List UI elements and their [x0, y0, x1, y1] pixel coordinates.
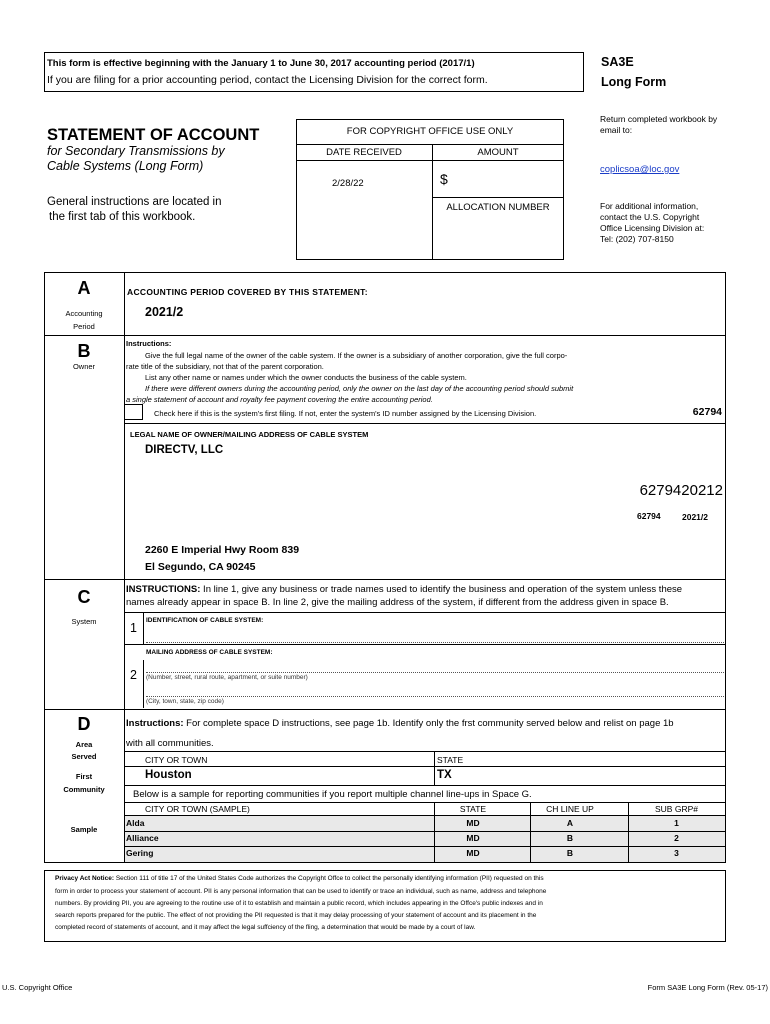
- section-b-label: Owner: [72, 362, 96, 371]
- section-a-label-1: Accounting: [65, 309, 103, 318]
- accounting-period-heading: ACCOUNTING PERIOD COVERED BY THIS STATEMENT:: [127, 287, 368, 297]
- form-type: Long Form: [601, 75, 667, 89]
- section-c-instr-text: In line 1, give any business or trade names used to identify the business and operation of the system unless these: [200, 584, 683, 595]
- section-a-letter: A: [77, 278, 91, 298]
- owner-period-short: 2021/2: [682, 512, 708, 522]
- privacy-line-3: numbers. By providing PII, you are agreeing to the routine use of it to establish and maintain a public record, which includes appearing in the Offce's public indexes and in: [55, 900, 543, 907]
- section-c-letter: C: [77, 587, 91, 607]
- privacy-line-4: search reports prepared for the public. The effect of not providing the PII requested is that it may delay processing of your statement of account and its placement in the: [55, 912, 537, 919]
- section-b-instructions-title: Instructions:: [126, 339, 172, 348]
- privacy-line-5: completed record of statements of account, and it may affect the legal suffciency of the fling, a determination that would be made by a court of law.: [55, 924, 476, 931]
- section-d-first-label-1: First: [75, 772, 93, 781]
- section-d-instr-text: For complete space D instructions, see page 1b. Identify only the frst community served below and relist on page 1b: [183, 718, 674, 729]
- prior-period-line: If you are filing for a prior accounting period, contact the Licensing Division for the correct form.: [47, 74, 488, 86]
- title-sub-2: Cable Systems (Long Form): [47, 159, 204, 173]
- sample-lineup: B: [566, 848, 574, 858]
- allocation-number-label: ALLOCATION NUMBER: [446, 202, 550, 213]
- first-community-city[interactable]: Houston: [145, 769, 192, 781]
- amount-symbol: $: [440, 171, 448, 187]
- street-hint: (Number, street, rural route, apartment, or suite number): [146, 674, 308, 681]
- amount-label: AMOUNT: [477, 147, 519, 158]
- form-code: SA3E: [601, 55, 634, 69]
- state-label: STATE: [437, 755, 464, 765]
- sample-note: Below is a sample for reporting communities if you report multiple channel line-ups in Space G.: [133, 789, 532, 800]
- section-c-line-1-number: 1: [130, 621, 137, 635]
- sample-subgrp: 2: [674, 833, 679, 843]
- owner-id-short: 62794: [637, 511, 661, 521]
- section-b-letter: B: [77, 341, 91, 361]
- section-c-line-2-number: 2: [130, 668, 137, 682]
- info-line-3: Office Licensing Division at:: [600, 223, 705, 233]
- effective-line: This form is effective beginning with the January 1 to June 30, 2017 accounting period (2017/1): [47, 58, 475, 69]
- owner-address-2: El Segundo, CA 90245: [145, 561, 256, 573]
- title-sub-1: for Secondary Transmissions by: [47, 144, 225, 158]
- sample-city: Gering: [126, 848, 154, 858]
- sample-header-city: CITY OR TOWN (SAMPLE): [145, 804, 250, 814]
- sample-header-state: STATE: [459, 804, 487, 814]
- section-b-instr-4: If there were different owners during the accounting period, only the owner on the last day of the accounting period should submit: [145, 384, 574, 393]
- sample-state: MD: [466, 833, 480, 843]
- section-a-label-2: Period: [73, 322, 95, 331]
- footer-form-rev: Form SA3E Long Form (Rev. 05-17): [647, 983, 768, 992]
- owner-name: DIRECTV, LLC: [145, 444, 224, 456]
- privacy-text-1: Section 111 of title 17 of the United States Code authorizes the Copyright Offce to collect the personally identifying information (PII) requested on this: [114, 875, 544, 882]
- section-b-instr-5: a single statement of account and royalty fee payment covering the entire accounting period.: [126, 395, 433, 404]
- info-line-2: contact the U.S. Copyright: [600, 212, 700, 222]
- sample-city: Alliance: [126, 833, 159, 843]
- section-b-instr-2: rate title of the subsidiary, not that of the parent corporation.: [126, 362, 324, 371]
- footer-office: U.S. Copyright Office: [2, 983, 73, 992]
- sample-state: MD: [466, 818, 480, 828]
- section-c-instr-2: names already appear in space B. In line 2, give the mailing address of the system, if different from the address given in space B.: [126, 597, 669, 608]
- first-filing-checkbox[interactable]: [124, 404, 143, 420]
- owner-address-1: 2260 E Imperial Hwy Room 839: [145, 544, 300, 556]
- section-d-instr-1: [126, 718, 674, 729]
- first-filing-text: Check here if this is the system's first filing. If not, enter the system's ID number assigned by the Licensing Division.: [154, 409, 537, 418]
- city-field[interactable]: [146, 696, 724, 697]
- identification-label: IDENTIFICATION OF CABLE SYSTEM:: [146, 617, 264, 624]
- city-hint: (City, town, state, zip code): [146, 698, 224, 705]
- privacy-line-1: [55, 875, 544, 882]
- section-d-instr-2: with all communities.: [126, 738, 214, 749]
- section-d-area-label-1: Area: [75, 740, 93, 749]
- section-d-area-label-2: Served: [71, 752, 97, 761]
- owner-long-id: 6279420212: [639, 482, 723, 499]
- section-b-instr-1: Give the full legal name of the owner of the cable system. If the owner is a subsidiary of another corporation, give the full corpo-: [145, 351, 568, 360]
- sample-lineup: B: [566, 833, 574, 843]
- return-line-1: Return completed workbook by: [600, 114, 718, 124]
- first-community-state[interactable]: TX: [437, 769, 452, 781]
- street-field[interactable]: [146, 672, 724, 673]
- accounting-period-value: 2021/2: [145, 305, 184, 319]
- office-use-box: [296, 119, 564, 260]
- section-c-instr-bold: INSTRUCTIONS:: [126, 584, 201, 595]
- privacy-bold: Privacy Act Notice:: [55, 875, 115, 882]
- section-c-label: System: [71, 617, 97, 626]
- sample-subgrp: 3: [674, 848, 679, 858]
- section-b-instr-3: List any other name or names under which the owner conducts the business of the cable system.: [145, 373, 467, 382]
- sample-subgrp: 1: [674, 818, 679, 828]
- section-d-sample-label: Sample: [70, 825, 98, 834]
- info-line-4: Tel: (202) 707-8150: [600, 234, 674, 244]
- page-title: STATEMENT OF ACCOUNT: [47, 126, 260, 144]
- sample-city: Alda: [126, 818, 145, 828]
- date-received-label: DATE RECEIVED: [326, 147, 402, 158]
- section-d-letter: D: [77, 714, 91, 734]
- city-or-town-label: CITY OR TOWN: [145, 755, 208, 765]
- mailing-address-label: MAILING ADDRESS OF CABLE SYSTEM:: [146, 649, 273, 656]
- email-link[interactable]: coplicsoa@loc.gov: [600, 164, 680, 175]
- legal-name-label: LEGAL NAME OF OWNER/MAILING ADDRESS OF CABLE SYSTEM: [130, 430, 369, 439]
- office-use-header: FOR COPYRIGHT OFFICE USE ONLY: [346, 126, 514, 137]
- sample-header-subgrp: SUB GRP#: [655, 804, 698, 814]
- info-line-1: For additional information,: [600, 201, 699, 211]
- sample-state: MD: [466, 848, 480, 858]
- general-instructions-1: General instructions are located in: [47, 196, 222, 208]
- system-id: 62794: [692, 406, 722, 418]
- sample-lineup: A: [566, 818, 574, 828]
- privacy-line-2: form in order to process your statement of account. PII is any personal information that can be used to identify or trace an individual, such as name, address and telephone: [55, 888, 547, 895]
- date-received-value: 2/28/22: [332, 178, 364, 189]
- section-d-instr-bold: Instructions:: [126, 718, 184, 729]
- identification-field[interactable]: [146, 642, 724, 643]
- sample-header-lineup: CH LINE UP: [546, 804, 594, 814]
- section-c-instr-1: [126, 584, 682, 595]
- section-d-first-label-2: Community: [63, 785, 105, 794]
- return-line-2: email to:: [600, 125, 633, 135]
- general-instructions-2: the first tab of this workbook.: [49, 211, 196, 223]
